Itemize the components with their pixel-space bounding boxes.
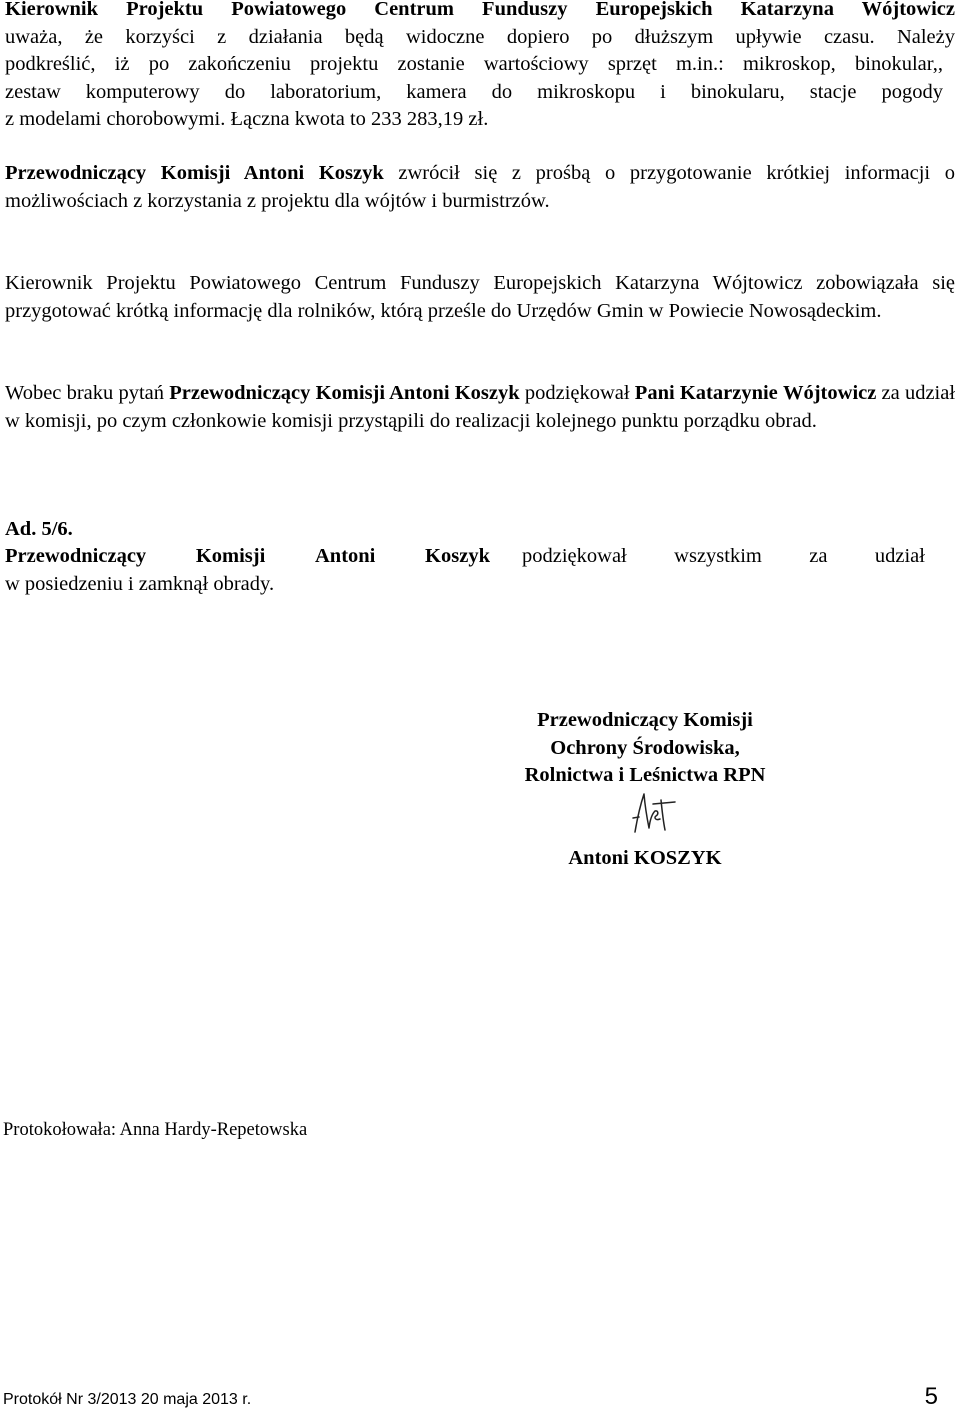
p4-bold-chairman: Przewodniczący Komisji Antoni Koszyk xyxy=(169,382,520,404)
p4-part-c: podziękował xyxy=(524,382,630,404)
paragraph-3 xyxy=(5,270,955,325)
p4-bold-surname: Wójtowicz xyxy=(782,382,877,404)
paragraph-4 xyxy=(5,380,955,435)
protocol-note: Protokołowała: Anna Hardy-Repetowska xyxy=(3,1120,308,1140)
signatory-name: Antoni KOSZYK xyxy=(568,847,722,869)
p1-line-3: podkreślić, iż po zakończeniu projektu zostanie wartościowy sprzęt m.in.: mikroskop, binokular,, xyxy=(5,53,943,75)
p1-line-4: zestaw komputerowy do laboratorium, kamera do mikroskopu i binokularu, stacje pogody xyxy=(5,80,943,103)
paragraph-2 xyxy=(5,160,955,215)
signature-title-line-2: Ochrony Środowiska, xyxy=(550,736,740,759)
p2-line-2: o możliwościach z korzystania z projektu dla wójtów i burmistrzów. xyxy=(5,162,956,212)
p4-line-2-rest: za udział w komisji, po czym członkowie komisji przystąpili do realizacji kolejnego punktu xyxy=(5,382,956,432)
p2-line-1-rest: zwrócił się z prośbą o przygotowanie krótkiej informacji xyxy=(398,162,931,184)
p1-line-2: uważa, że korzyści z działania będą widoczne dopiero po dłuższym upływie czasu. Należy xyxy=(5,25,955,48)
p2-bold-speaker: Przewodniczący Komisji Antoni Koszyk xyxy=(5,162,384,184)
signature-title-line-1: Przewodniczący Komisji xyxy=(537,709,753,731)
p5-bold-chairman: Przewodniczący Komisji Antoni Koszyk xyxy=(5,545,490,567)
p3-line-3: Powiecie Nowosądeckim. xyxy=(668,299,882,322)
signature-title-line-3: Rolnictwa i Leśnictwa RPN xyxy=(524,764,766,786)
footer-document-id: Protokół Nr 3/2013 20 maja 2013 r. xyxy=(3,1391,252,1408)
signature-title xyxy=(500,707,790,790)
p5-line-1 xyxy=(5,543,925,571)
p4-bold-pani: Pani Katarzynie xyxy=(634,382,778,404)
p1-line-1: Kierownik Projektu Powiatowego Centrum Funduszy Europejskich Katarzyna Wójtowicz xyxy=(5,0,955,20)
p4-part-a: Wobec braku pytań xyxy=(5,382,165,404)
p1-line-5: z modelami chorobowymi. Łączna kwota to 233 283,19 zł. xyxy=(5,108,489,130)
p5-line-2: w posiedzeniu i zamknął obrady. xyxy=(5,572,275,595)
p4-line-3: porządku obrad. xyxy=(683,409,817,432)
paragraph-5 xyxy=(5,543,925,598)
p3-line-1: Kierownik Projektu Powiatowego Centrum Funduszy Europejskich Katarzyna Wójtowicz xyxy=(5,272,803,294)
page-number: 5 xyxy=(924,1383,938,1410)
p5-line-1-rest: podziękował wszystkim za udział xyxy=(522,545,925,567)
p3-line-2: zobowiązała się przygotować krótką informację dla rolników, którą prześle do Urzędów Gmin w xyxy=(5,272,955,322)
handwritten-signature xyxy=(625,788,685,838)
section-heading: Ad. 5/6. xyxy=(5,518,73,540)
paragraph-1 xyxy=(5,0,955,134)
